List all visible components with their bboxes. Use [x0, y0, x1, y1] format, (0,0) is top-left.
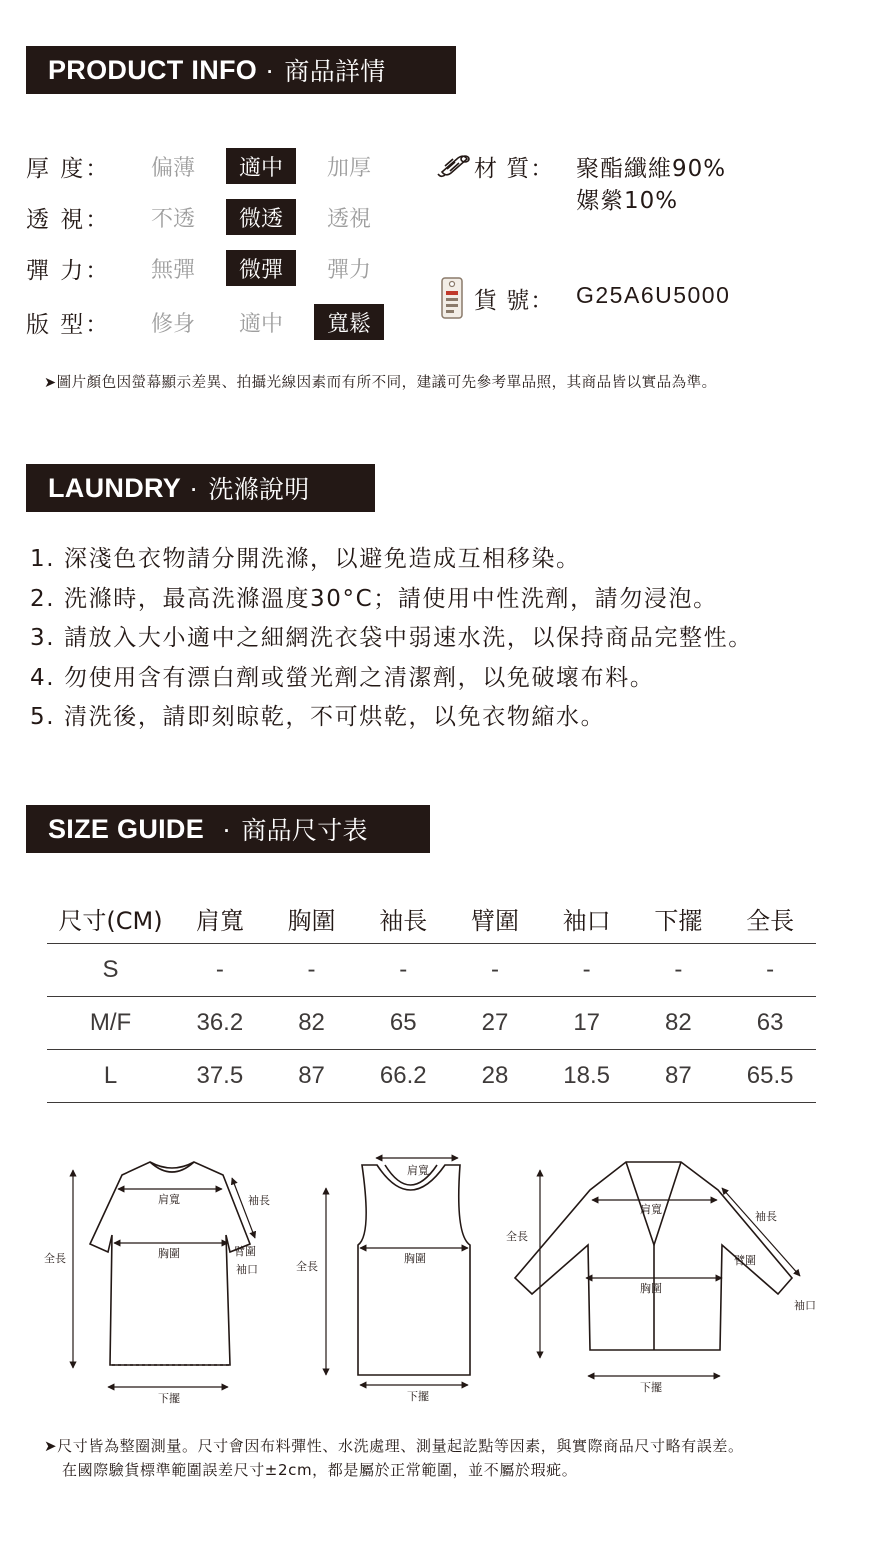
- size-row-label: L: [47, 1050, 174, 1103]
- size-cell: 87: [633, 1050, 725, 1103]
- color-disclaimer: ➤圖片顏色因螢幕顯示差異、拍攝光線因素而有所不同，建議可先參考單品照，其商品皆以實品為準。: [44, 375, 717, 391]
- laundry-list: [30, 540, 753, 738]
- attribute-row: [26, 197, 402, 237]
- size-header-cell: 袖口: [541, 893, 633, 944]
- product-info-header: [26, 46, 456, 94]
- size-table-row: [47, 1050, 816, 1103]
- attribute-option: 彈力: [326, 257, 371, 283]
- tank-hem-label: 下擺: [407, 1390, 429, 1403]
- material-line2: 嫘縈10%: [576, 188, 679, 214]
- laundry-item: 3. 請放入大小適中之細網洗衣袋中弱速水洗，以保持商品完整性。: [30, 625, 753, 651]
- size-row-label: S: [47, 944, 174, 997]
- laundry-title-sep: ·: [189, 472, 199, 503]
- tee-shoulder-label: 肩寬: [158, 1193, 180, 1206]
- attribute-label: 厚 度：: [26, 155, 111, 182]
- size-cell: 36.2: [174, 997, 266, 1050]
- size-cell: -: [633, 944, 725, 997]
- material-label: 材 質：: [474, 156, 555, 182]
- size-header-cell: 全長: [724, 893, 816, 944]
- laundry-item: 1. 深淺色衣物請分開洗滌，以避免造成互相移染。: [30, 546, 581, 572]
- size-table: [47, 893, 816, 1103]
- attribute-option: 加厚: [326, 155, 371, 181]
- size-cell: -: [724, 944, 816, 997]
- attribute-option: 偏薄: [150, 155, 195, 181]
- tee-arm-label: 臂圍: [234, 1245, 256, 1258]
- size-footnote-line2: 在國際驗貨標準範圍誤差尺寸±2cm，都是屬於正常範圍，並不屬於瑕疵。: [62, 1461, 578, 1479]
- tee-sleeve-label: 袖長: [248, 1194, 270, 1207]
- size-cell: 63: [724, 997, 816, 1050]
- size-cell: 65: [357, 997, 449, 1050]
- attribute-option: 不透: [150, 206, 195, 232]
- size-header-cell: 臂圍: [449, 893, 541, 944]
- tank-shoulder-label: 肩寬: [407, 1164, 429, 1177]
- size-cell: 18.5: [541, 1050, 633, 1103]
- size-cell: 82: [266, 997, 358, 1050]
- laundry-title-en: LAUNDRY: [48, 472, 182, 503]
- attribute-option-selected: 適中: [226, 148, 296, 184]
- attribute-option: 無彈: [150, 257, 195, 283]
- cardigan-arm-label: 臂圍: [734, 1254, 756, 1267]
- material-line1: 聚酯纖維90%: [576, 156, 727, 182]
- size-table-row: [47, 997, 816, 1050]
- cardigan-shoulder-label: 肩寬: [640, 1203, 662, 1216]
- laundry-item: 4. 勿使用含有漂白劑或螢光劑之清潔劑，以免破壞布料。: [30, 664, 655, 691]
- tank-length-label: 全長: [296, 1260, 318, 1273]
- size-cell: 28: [449, 1050, 541, 1103]
- size-cell: 87: [266, 1050, 358, 1103]
- attribute-row: [26, 248, 402, 288]
- thread-icon: [436, 152, 472, 184]
- size-guide-title-cn: 商品尺寸表: [241, 816, 368, 845]
- tank-chest-label: 胸圍: [404, 1252, 426, 1265]
- size-row-label: M/F: [47, 997, 174, 1050]
- size-cell: 65.5: [724, 1050, 816, 1103]
- attribute-option-selected: 寬鬆: [314, 304, 384, 340]
- size-header-cell: 下擺: [633, 893, 725, 944]
- size-table-header-row: [47, 893, 816, 944]
- product-info-title-sep: ·: [265, 54, 275, 85]
- cardigan-sleeve-label: 袖長: [755, 1210, 777, 1223]
- size-cell: 17: [541, 997, 633, 1050]
- cardigan-cuff-label: 袖口: [794, 1299, 816, 1312]
- attribute-option-selected: 微彈: [226, 250, 296, 286]
- size-cell: 82: [633, 997, 725, 1050]
- size-guide-title-en: SIZE GUIDE: [48, 813, 205, 844]
- size-header-cell: 肩寬: [174, 893, 266, 944]
- size-cell: -: [357, 944, 449, 997]
- size-table-row: [47, 944, 816, 997]
- size-guide-header: [26, 805, 430, 853]
- size-footnote-line1: ➤尺寸皆為整圈測量。尺寸會因布料彈性、水洗處理、測量起訖點等因素，與實際商品尺寸略有誤差。: [44, 1437, 744, 1455]
- measurement-diagrams: [0, 1140, 875, 1410]
- attribute-option: 適中: [238, 311, 283, 337]
- tee-hem-label: 下擺: [158, 1392, 180, 1405]
- size-guide-title-sep: ·: [222, 813, 232, 844]
- size-cell: 66.2: [357, 1050, 449, 1103]
- size-cell: 37.5: [174, 1050, 266, 1103]
- cardigan-length-label: 全長: [506, 1230, 528, 1243]
- size-header-cell: 袖長: [357, 893, 449, 944]
- size-cell: -: [174, 944, 266, 997]
- size-header-cell: 胸圍: [266, 893, 358, 944]
- sku-label: 貨 號：: [474, 288, 555, 314]
- cardigan-hem-label: 下擺: [640, 1381, 662, 1394]
- attribute-row: [26, 146, 402, 186]
- product-info-title-en: PRODUCT INFO: [48, 54, 258, 85]
- size-cell: 27: [449, 997, 541, 1050]
- attribute-row: [26, 302, 402, 342]
- size-cell: -: [541, 944, 633, 997]
- attribute-option: 透視: [326, 206, 371, 232]
- product-info-title-cn: 商品詳情: [284, 57, 386, 86]
- attribute-label: 彈 力：: [26, 257, 111, 284]
- tank-drawing: [358, 1165, 470, 1375]
- tee-chest-label: 胸圍: [158, 1247, 180, 1260]
- cardigan-chest-label: 胸圍: [640, 1282, 662, 1295]
- tee-cuff-label: 袖口: [236, 1263, 258, 1276]
- attribute-label: 透 視：: [26, 206, 111, 233]
- attribute-option-selected: 微透: [226, 199, 296, 235]
- tee-length-label: 全長: [44, 1252, 66, 1265]
- sku-value: G25A6U5000: [576, 282, 731, 308]
- size-header-cell: 尺寸(CM): [47, 893, 174, 944]
- attribute-label: 版 型：: [26, 311, 111, 338]
- size-cell: -: [449, 944, 541, 997]
- tag-icon: [440, 276, 464, 324]
- attribute-option: 修身: [150, 311, 195, 337]
- laundry-item: 5. 清洗後，請即刻晾乾，不可烘乾，以免衣物縮水。: [30, 704, 606, 730]
- laundry-header: [26, 464, 375, 512]
- size-cell: -: [266, 944, 358, 997]
- laundry-item: 2. 洗滌時，最高洗滌溫度30°C；請使用中性洗劑，請勿浸泡。: [30, 585, 718, 612]
- laundry-title-cn: 洗滌說明: [208, 475, 310, 504]
